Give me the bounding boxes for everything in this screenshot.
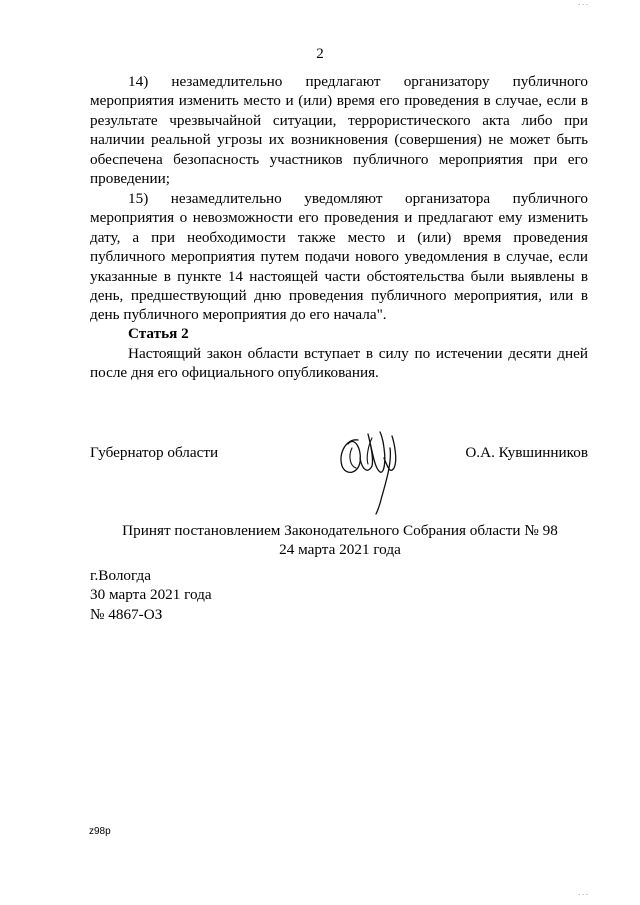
- handwritten-signature: [328, 418, 412, 518]
- item-15: [90, 189, 588, 325]
- item-14-text: 14) незамедлительно предлагают организатору публичного мероприятия изменить место и (или) время его проведения в случае, если в результате чрезвычайной ситуации, террористического акта либо при наличии реальной угрозы их возникновения (совершения) не может быть обеспечена безопасность участников публичного мероприятия при его проведении;: [90, 73, 588, 188]
- article-title: Статья 2: [128, 325, 189, 342]
- article-text: Настоящий закон области вступает в силу по истечении десяти дней после дня его официального опубликования.: [90, 345, 588, 382]
- adoption-block: [60, 521, 620, 560]
- item-15-text: 15) незамедлительно уведомляют организатора публичного мероприятия о невозможности его проведения и предлагают ему изменить дату, а при необходимости также место и (или) время проведения публичного мероприятия путем подачи нового уведомления в случае, если указанные в пункте 14 настоящей части обстоятельства были выявлены в день, предшествующий дню проведения публичного мероприятия, или в день публичного мероприятия до его начала".: [90, 190, 588, 324]
- signatory-position: Губернатор области: [90, 444, 219, 461]
- place-date-block: [90, 566, 212, 624]
- law-date: 30 марта 2021 года: [90, 586, 212, 604]
- adoption-line-2: 24 марта 2021 года: [279, 541, 401, 559]
- corner-mark-bottom: . . .: [578, 890, 588, 897]
- city: г.Вологда: [90, 567, 151, 584]
- signatory-name: О.А. Кувшинников: [465, 444, 588, 461]
- law-number: № 4867-ОЗ: [90, 605, 163, 623]
- item-14: [90, 72, 588, 188]
- corner-mark-top: . . .: [578, 0, 588, 7]
- footer-code: z98p: [89, 826, 111, 837]
- adoption-line-1: Принят постановлением Законодательного Собрания области № 98: [122, 522, 558, 539]
- page-number: 2: [316, 46, 324, 62]
- article-body: [90, 344, 588, 383]
